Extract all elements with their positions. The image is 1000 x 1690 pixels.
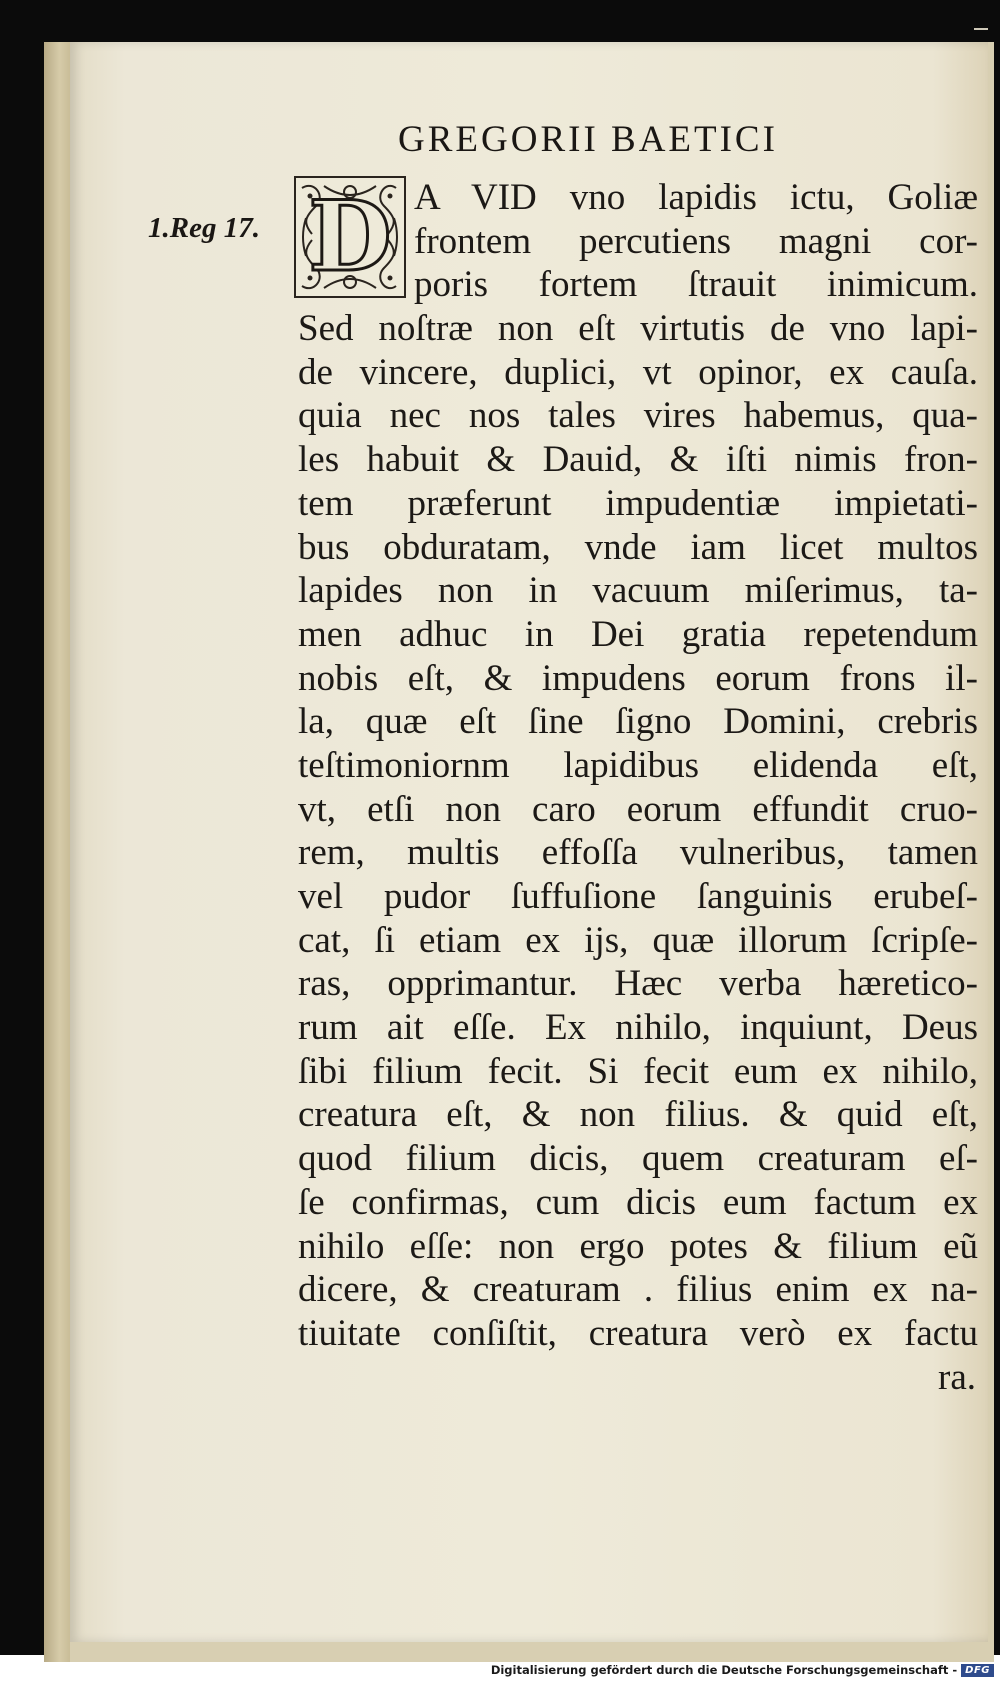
text-line: cat, ſi etiam ex ijs, quæ illorum ſcripſe-: [298, 919, 978, 961]
text-line: ſe confirmas, cum dicis eum factum ex: [298, 1181, 978, 1223]
decorated-initial: [294, 176, 406, 298]
text-line: rum ait eſſe. Ex nihilo, inquiunt, Deus: [298, 1007, 978, 1049]
initial-letter: D: [308, 180, 392, 293]
text-line: creatura eſt, & non filius. & quid eſt,: [298, 1094, 978, 1136]
text-line: frontem percutiens magni cor-: [414, 220, 978, 262]
text-line: lapides non in vacuum miſerimus, ta-: [298, 570, 978, 612]
text-line: vel pudor ſuffuſione ſanguinis erubeſ-: [298, 876, 978, 917]
text-line: quod filium dicis, quem creaturam eſ-: [298, 1138, 978, 1180]
digitization-footer: [491, 1663, 994, 1677]
text-line: nobis eſt, & impudens eorum frons il-: [298, 657, 978, 699]
text-line: les habuit & Dauid, & iſti nimis fron-: [298, 439, 978, 481]
text-line: la, quæ eſt ſine ſigno Domini, crebris: [298, 701, 978, 743]
running-head: GREGORII BAETICI: [398, 119, 778, 160]
page-gutter: [44, 42, 70, 1662]
text-line: tem præferunt impudentiæ impietati-: [298, 482, 978, 524]
body-text: [298, 176, 978, 1399]
text-line: ras, opprimantur. Hæc verba hæretico-: [298, 963, 978, 1005]
text-line: quia nec nos tales vires habemus, qua-: [298, 395, 978, 437]
footer-text: Digitalisierung gefördert durch die Deutsche Forschungsgemeinschaft -: [490, 1663, 958, 1677]
text-line: Sed noſtræ non eſt virtutis de vno lapi-: [298, 308, 978, 350]
text-line: tiuitate conſiſtit, creatura verò ex factu: [298, 1312, 978, 1354]
text-line: teſtimoniornm lapidibus elidenda eſt,: [298, 744, 978, 786]
text-line: men adhuc in Dei gratia repetendum: [298, 613, 978, 655]
text-line: de vincere, duplici, vt opinor, ex cauſa.: [298, 351, 978, 393]
text-line: vt, etſi non caro eorum effundit cruo-: [298, 788, 978, 830]
text-line: A VID vno lapidis ictu, Goliæ: [414, 177, 978, 218]
text-line: poris fortem ſtrauit inimicum.: [414, 264, 978, 306]
text-line: dicere, & creaturam . filius enim ex na-: [298, 1269, 978, 1311]
text-line: bus obduratam, vnde iam licet multos: [298, 526, 978, 568]
text-line: nihilo eſſe: non ergo potes & filium eũ: [298, 1225, 978, 1267]
catchword: ra.: [938, 1356, 976, 1398]
scan-mark: [974, 28, 988, 30]
margin-note: 1.Reg 17.: [148, 212, 260, 244]
text-line: ſibi filium fecit. Si fecit eum ex nihilo,: [298, 1050, 978, 1092]
text-line: rem, multis effoſſa vulneribus, tamen: [298, 832, 978, 874]
dfg-logo: DFG: [961, 1664, 994, 1677]
